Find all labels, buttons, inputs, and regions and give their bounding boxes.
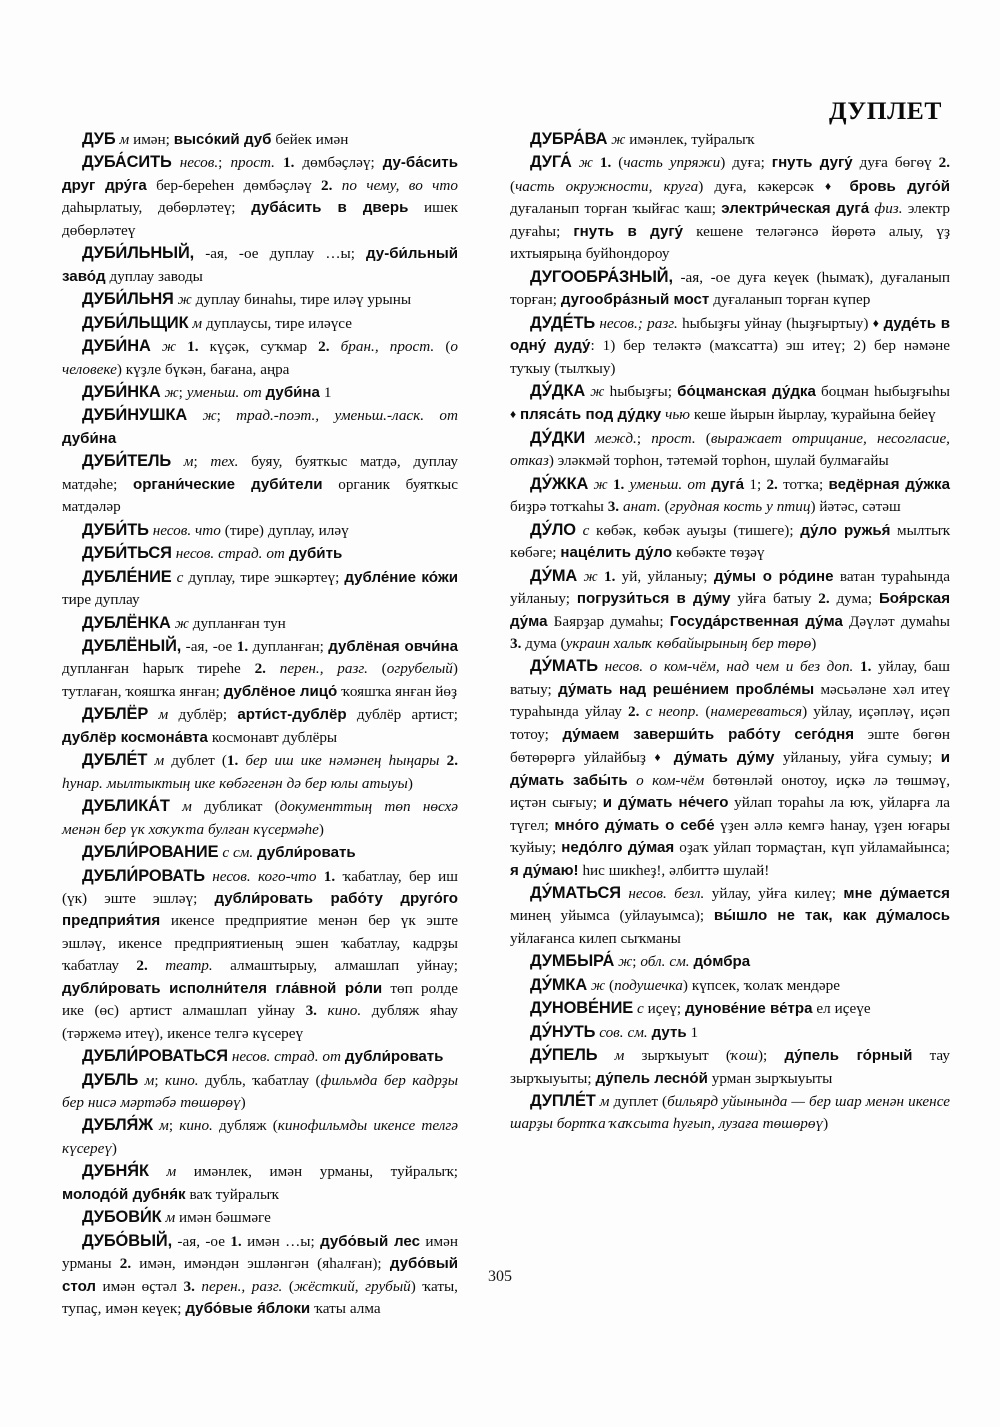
sense-number: 2.	[938, 154, 950, 172]
collocation: дубле́ние ко́жи	[344, 568, 458, 586]
entry-definition: м имәнлек, имән урманы, туйралыҡ; молодо́й дубня́к ваҡ туйралыҡ	[62, 1163, 458, 1203]
entry-definition: несов. о ком-чём, над чем и без доп. 1. уйлау, баш ватыу; ду́мать над реше́нием пробле́мы мәсьәләне хәл итеү тураһында уйлау 2. с неопр. (намереваться) уйлау, иҫәпләү, иҫәп тотоу; ду́маем заверши́ть рабо́ту сего́дня эште бөгөн бөтөрөргә уйлайбыҙ ♦ ду́мать ду́му уйланыу, уйға сумыу; и ду́мать забы́ть о ком-чём бөтөнләй онотоу, иҫкә лә төшмәү, иҫтән сығыу; и ду́мать не́чего уйлап тораһы ла юҡ, уйларға ла түгел; мно́го ду́мать о себе́ үҙен әллә кемгә һанау, үҙен юғары ҡуйыу; недо́лго ду́мая оҙаҡ уйлап тормаҫтан, күп уйламайынса; я ду́маю! һис шикһеҙ!, әлбиттә шулай!	[510, 658, 951, 879]
dictionary-entry	[62, 1206, 458, 1229]
label: кино.	[164, 1071, 199, 1089]
label: м	[144, 1071, 155, 1089]
collocation: дубли́ровать	[344, 1048, 444, 1066]
dictionary-entry	[510, 655, 950, 882]
entry-definition: с дуплау, тире эшкәртеү; дубле́ние ко́жи тире дуплау	[62, 568, 458, 609]
collocation: и ду́мать не́чего	[602, 794, 729, 812]
collocation: гнуть в дугу́	[573, 222, 684, 240]
lozenge-icon: ♦	[872, 315, 880, 330]
dictionary-entry	[510, 882, 950, 950]
label: м	[119, 131, 130, 148]
entry-headword: ДУМБЫРА́	[530, 952, 615, 971]
label: ҡош	[730, 1047, 758, 1065]
label: ж	[202, 407, 217, 425]
entry-headword: ДУБИ́ТЬ	[82, 520, 149, 539]
lozenge-icon: ♦	[510, 407, 517, 422]
entry-definition: несов.; разг. һыбыҙғы уйнау (һыҙғыртыу) ♦ дуде́ть в одну́ дуду́: 1) бер теләктә (маҡсатта) эш итеү; 2) бер нәмәне туҡыу (тылҡыу)	[510, 314, 951, 377]
label: с см.	[222, 844, 254, 862]
label: м	[599, 1093, 610, 1111]
entry-definition	[228, 1048, 444, 1065]
entry-headword: ДУ́МА	[530, 566, 578, 585]
dictionary-entry	[510, 974, 950, 997]
collocation: ду́пель го́рный	[784, 1047, 913, 1065]
label: несов. страд. от	[231, 1048, 341, 1066]
dictionary-entry	[62, 795, 458, 841]
collocation: дубо́вый лес	[320, 1232, 420, 1250]
label: м	[165, 1209, 176, 1227]
collocation: дублёное лицо́	[223, 682, 338, 700]
label: межд.	[595, 429, 637, 447]
sense-number: 1.	[226, 752, 239, 770]
label: м	[159, 1117, 169, 1135]
collocation: бо́цманская ду́дка	[677, 382, 816, 400]
label: с	[176, 568, 184, 586]
label: театр.	[165, 957, 213, 975]
entry-definition: -ая, -ое дуплау …ы; ду-би́льный заво́д дуплау заводы	[62, 245, 458, 285]
entry-definition: ж 1. күҫәк, суҡмар 2. бран., прост. (о человеке) күҙле бүкән, бағана, аңра	[62, 338, 458, 378]
collocation: органи́ческие дуби́тели	[132, 475, 323, 493]
dictionary-entry	[62, 519, 458, 542]
entry-headword: ДУДЕ́ТЬ	[530, 313, 596, 332]
collocation: мно́го ду́мать о себе́	[554, 816, 715, 834]
label: ж	[618, 953, 633, 971]
entry-headword: ДУБЛЁНКА	[82, 613, 171, 632]
label: документтың төп нөсхә менән бер үк хоҡуҡта булған күсермәһе	[62, 798, 458, 838]
label: ж	[593, 475, 608, 493]
collocation: дуде́ть в одну́ дуду́	[510, 314, 951, 355]
label: м	[158, 706, 169, 724]
entry-headword: ДУБИ́ЛЬНЯ	[82, 290, 174, 309]
dictionary-entry	[62, 1114, 458, 1160]
collocation: ду́мать ду́му	[673, 749, 775, 767]
dictionary-entry	[62, 335, 458, 381]
label: прост.	[651, 429, 696, 447]
entry-headword: ДУ́МАТЬСЯ	[530, 883, 621, 902]
collocation: дуба́сить в дверь	[251, 199, 409, 217]
label: ж	[590, 976, 606, 994]
label: несов. что	[152, 521, 221, 539]
label: м	[192, 314, 203, 332]
collocation: дуби́ть	[288, 545, 343, 563]
entry-headword: ДУБИ́НА	[82, 337, 151, 356]
dictionary-entry	[510, 519, 950, 565]
dictionary-entry	[510, 380, 950, 427]
column-right	[510, 128, 950, 1248]
label: чью	[665, 406, 690, 424]
sense-number: 1.	[603, 567, 616, 585]
label: грудная кость у птиц	[669, 498, 811, 516]
entry-definition: ж һыбыҙғы; бо́цманская ду́дка боцман һыбыҙғыһы ♦ пляса́ть под ду́дку чью кеше йырын йырлау, ҡурайына бейеү	[510, 382, 951, 424]
collocation: ду́мать над реше́нием пробле́мы	[558, 680, 815, 698]
dictionary-entry	[62, 612, 458, 635]
collocation: дубли́ровать рабо́ту друго́го предприя́тия	[62, 889, 458, 930]
entry-definition: м дуплаусы, тире иләүсе	[192, 314, 352, 332]
label: прост.	[230, 154, 275, 172]
entry-headword: ДУ́МКА	[530, 975, 588, 994]
label: ж	[174, 614, 189, 632]
entry-definition: ж; трад.-поэт., уменьш.-ласк. от дуби́на	[62, 407, 458, 447]
collocation: дублёная овчи́на	[328, 637, 458, 655]
collocation: дубли́ровать исполни́теля гла́вной ро́ли	[62, 979, 383, 997]
lozenge-icon: ♦	[825, 178, 839, 193]
dictionary-entry	[510, 997, 950, 1020]
entry-definition: -ая, -ое 1. имән …ы; дубо́вый лес имән урманы 2. имән, имәндән эшләнгән (яһалған); дубо́вый стол имән өҫтәл 3. перен., разг. (жёсткий, грубый) ҡаты, тупаҫ, имән кеүек; дубо́вые я́блоки ҡаты алма	[62, 1232, 458, 1318]
sense-number: 1.	[282, 154, 295, 172]
dictionary-entry	[62, 381, 458, 404]
label: несов.; разг.	[599, 314, 678, 332]
label: украин халыҡ көбайырының бер төрө	[565, 634, 812, 652]
label: несов. о ком-чём, над чем и без доп.	[604, 658, 854, 676]
dictionary-entry	[62, 450, 458, 518]
entry-definition: м зырҡыуыт (ҡош); ду́пель го́рный тау зырҡыуыты; ду́пель лесно́й урман зырҡыуыты	[510, 1047, 950, 1087]
entry-definition: с көбәк, көбәк ауыҙы (тишеге); ду́ло ружья́ мылтыҡ көбәге; наце́лить ду́ло көбәкте төҙәү	[510, 521, 950, 562]
entry-definition: -ая, -ое 1. дупланған; дублёная овчи́на дупланған һарыҡ тиреһе 2. перен., разг. (огрубелый) тутлаған, ҡояшҡа янған; дублёное лицо́ ҡояшҡа янған йөҙ	[62, 637, 458, 700]
label: ж	[590, 382, 605, 400]
label: жёсткий, грубый	[293, 1277, 411, 1295]
collocation: дуга́	[711, 475, 745, 493]
entry-definition: м дублет (1. бер иш ике нәмәнең һыңары 2. һунар. мылтыктың ике көбәгенән дә бер юлы атыуы)	[62, 752, 458, 792]
entry-headword: ДУБЛЁР	[82, 705, 149, 724]
dictionary-entry	[62, 1160, 458, 1206]
collocation: дунове́ние ве́тра	[684, 1000, 813, 1018]
dictionary-entry	[62, 703, 458, 749]
collocation: гнуть дугу́	[771, 154, 853, 172]
dictionary-entry	[510, 565, 950, 656]
label: кино.	[327, 1002, 362, 1020]
collocation: ду́маем заверши́ть рабо́ту сего́дня	[562, 725, 855, 743]
label: выражает отрицание, несогласие, отказ	[510, 429, 950, 470]
entry-headword: ДУ́ДКИ	[530, 428, 586, 447]
label: ж	[161, 338, 176, 356]
sense-number: 3.	[305, 1002, 317, 1020]
label: м	[166, 1163, 177, 1181]
collocation: пляса́ть под ду́дку	[520, 406, 662, 424]
entry-headword: ДУПЛЕ́Т	[530, 1092, 596, 1111]
sense-number: 3.	[183, 1277, 195, 1295]
label: ж	[164, 383, 179, 401]
entry-headword: ДУГА́	[530, 153, 572, 172]
dictionary-entry	[62, 242, 458, 288]
label: уменьш. от	[186, 383, 262, 401]
sense-number: 2.	[446, 752, 458, 770]
label: трад.-поэт., уменьш.-ласк. от	[236, 407, 458, 425]
collocation: недо́лго ду́мая	[561, 839, 675, 857]
label: обл. см.	[640, 953, 690, 971]
entry-headword: ДУБЛЕ́НИЕ	[82, 567, 172, 586]
entry-headword: ДУБО́ВЫЙ,	[82, 1231, 173, 1250]
entry-definition: сов. см. дуть 1	[599, 1023, 699, 1041]
label: физ.	[874, 200, 903, 218]
label: бер иш ике нәмәнең һыңары	[245, 752, 440, 770]
entry-headword: ДУБЛЬ	[82, 1070, 139, 1089]
collocation: бровь дуго́й	[849, 177, 950, 195]
dictionary-entry	[62, 312, 458, 335]
collocation: молодо́й дубня́к	[62, 1185, 186, 1203]
entry-headword: ДУБНЯ́К	[82, 1162, 149, 1181]
label: по чему, во что	[341, 176, 458, 194]
label: о ком-чём	[636, 771, 705, 789]
entry-headword: ДУБРА́ВА	[530, 130, 608, 148]
entry-definition: м; тех. буяу, буяткыс матдә, дуплау матдәһе; органи́ческие дуби́тели органик буяткыс матдәләр	[62, 453, 458, 516]
label: бран., прост.	[340, 338, 435, 356]
entry-definition: ж; обл. см. до́мбра	[618, 953, 751, 971]
dictionary-entry	[62, 749, 458, 795]
collocation: я ду́маю!	[510, 861, 579, 879]
collocation: ду́мы о ро́дине	[713, 567, 834, 585]
label: перен., разг.	[279, 660, 368, 678]
label: намереваться	[710, 703, 803, 721]
dictionary-entry	[62, 841, 458, 864]
page-number: 305	[488, 1268, 512, 1285]
collocation: ду-ба́сить друг дру́га	[62, 154, 458, 194]
sense-number: 1.	[612, 475, 625, 493]
entry-definition	[172, 545, 342, 562]
entry-definition: м; кино. дубль, ҡабатлау (фильмда бер кадрҙы бер нисә мәртәбә төшөрөү)	[62, 1071, 458, 1112]
entry-definition: с иҫеү; дунове́ние ве́тра ел иҫеүе	[637, 1000, 871, 1018]
label: м	[182, 798, 192, 816]
entry-headword: ДУБЛЯ́Ж	[82, 1116, 153, 1135]
collocation: наце́лить ду́ло	[560, 544, 673, 562]
dictionary-entry	[62, 404, 458, 450]
entry-headword: ДУБЛЁНЫЙ,	[82, 636, 182, 655]
entry-headword: ДУБ	[82, 130, 116, 148]
collocation: дублёр космона́вта	[62, 728, 208, 746]
entry-headword: ДУБЛЕ́Т	[82, 751, 148, 770]
label: уменьш. от	[629, 475, 706, 493]
sense-number: 2.	[627, 703, 640, 721]
entry-headword: ДУ́ЖКА	[530, 474, 589, 493]
sense-number: 2.	[136, 957, 148, 975]
label: подушечка	[614, 976, 683, 994]
sense-number: 2.	[119, 1255, 132, 1273]
entry-definition: м имән; высо́кий дуб бейек имән	[119, 131, 349, 148]
entry-definition: несов. безл. уйлау, уйға килеү; мне ду́мается минең уйымса (уйлауымса); вы́шло не так, как ду́малось уйлағанса килеп сыҡманы	[510, 884, 951, 947]
label: несов. кого-что	[212, 867, 317, 885]
dictionary-entry	[62, 566, 458, 612]
entry-headword: ДУ́НУТЬ	[530, 1022, 596, 1041]
dictionary-entry	[62, 128, 458, 151]
collocation: арти́ст-дублёр	[237, 706, 347, 724]
entry-definition: ж 1. уй, уйланыу; ду́мы о ро́дине ватан тураһында уйланыу; погрузи́ться в ду́му уйға батыу 2. дума; Боя́рская ду́ма Баярҙар думаһы; Госуда́рственная ду́ма Дәүләт думаһы 3. дума (украин халыҡ көбайырының бер төрө)	[510, 567, 950, 652]
dictionary-entry	[510, 266, 950, 312]
label: бильярд уйынында — бер шар менән икенсе шарҙы бортҡа ҡаҡсыта һуғып, лузаға төшөрөү	[510, 1093, 950, 1133]
entry-headword: ДУБЛИ́РОВАТЬ	[82, 866, 205, 885]
sense-number: 2.	[320, 176, 333, 194]
collocation: электри́ческая дуга́	[721, 200, 870, 218]
dictionary-entry	[62, 151, 458, 242]
collocation: Госуда́рственная ду́ма	[669, 612, 843, 630]
entry-headword: ДУ́ДКА	[530, 381, 586, 400]
label: несов. безл.	[628, 884, 705, 902]
label: һунар. мылтыктың ике көбәгенән дә бер юлы атыуы	[62, 774, 408, 792]
entry-definition: ж дуплау бинаһы, тире иләү урыны	[177, 291, 412, 309]
dictionary-entry	[510, 427, 950, 473]
entry-headword: ДУБИ́ЛЬНЫЙ,	[82, 244, 195, 263]
label: анат.	[623, 498, 661, 516]
dictionary-entry	[62, 1045, 458, 1068]
entry-headword: ДУГООБРА́ЗНЫЙ,	[530, 267, 673, 286]
entry-definition: несов. что (тире) дуплау, иләү	[152, 521, 349, 539]
label: перен., разг.	[201, 1277, 283, 1295]
entry-headword: ДУ́МАТЬ	[530, 657, 598, 676]
entry-definition: м имән бәшмәге	[165, 1209, 271, 1227]
collocation: Боя́рская ду́ма	[510, 590, 950, 630]
label: ж	[177, 291, 192, 309]
entry-headword: ДУБИ́НУШКА	[82, 406, 188, 425]
entry-definition: м; кино. дубляж (кинофильмды икенсе телгә күсереү)	[62, 1117, 458, 1157]
collocation: дубли́ровать	[257, 844, 356, 862]
collocation: дубо́вые я́блоки	[185, 1300, 311, 1318]
dictionary-entry	[510, 312, 950, 380]
sense-number: 1.	[599, 154, 612, 172]
label: с неопр.	[645, 703, 700, 721]
dictionary-entry	[510, 1021, 950, 1044]
label: огрубелый	[386, 660, 453, 678]
collocation: дугообра́зный мост	[560, 291, 710, 309]
label: несов. страд. от	[175, 545, 285, 563]
entry-definition: ж дупланған тун	[174, 614, 286, 632]
label: о человеке	[62, 338, 458, 378]
sense-number: 1.	[860, 658, 872, 676]
label: ж	[578, 154, 593, 172]
running-head-right: ДУПЛЕТ	[828, 96, 942, 125]
entry-headword: ДУБИ́НКА	[82, 382, 161, 401]
label: тех.	[210, 453, 239, 471]
label: сов. см.	[599, 1023, 648, 1041]
entry-headword: ДУБИ́ТЕЛЬ	[82, 452, 172, 471]
entry-definition: м дубликат (документтың төп нөсхә менән бер үк хоҡуҡта булған күсермәһе)	[62, 798, 458, 838]
collocation: вы́шло не так, как ду́малось	[713, 907, 951, 925]
dictionary-entry	[510, 1090, 950, 1136]
entry-headword: ДУ́ПЕЛЬ	[530, 1046, 598, 1065]
sense-number: 2.	[254, 660, 266, 678]
entry-headword: ДУБЛИКА́Т	[82, 797, 170, 816]
dictionary-entry	[510, 1044, 950, 1090]
lozenge-icon: ♦	[654, 750, 666, 765]
entry-headword: ДУБЛИ́РОВАНИЕ	[82, 843, 219, 862]
entry-definition: ж имәнлек, туйралыҡ	[611, 131, 755, 148]
entry-definition: -ая, -ое дуға кеүек (һымаҡ), дуғаланып торған; дугообра́зный мост дуғаланып торған күпер	[510, 268, 950, 309]
dictionary-entry	[62, 635, 458, 703]
label: ж	[611, 131, 626, 148]
entry-headword: ДУБИ́ЛЬЩИК	[82, 313, 189, 332]
entry-headword: ДУ́ЛО	[530, 520, 576, 539]
dictionary-entry	[62, 542, 458, 565]
entry-definition: м дублёр; арти́ст-дублёр дублёр артист; дублёр космона́вта космонавт дублёры	[62, 706, 458, 746]
label: м	[183, 453, 194, 471]
dictionary-entry	[510, 473, 950, 519]
entry-headword: ДУНОВЕ́НИЕ	[530, 999, 634, 1018]
label: фильмда бер кадрҙы бер нисә мәртәбә төшөрөү	[62, 1071, 458, 1112]
label: часть окружности, круга	[515, 177, 699, 195]
label: часть упряжи	[623, 154, 721, 172]
sense-number: 2.	[318, 338, 330, 356]
sense-number: 1.	[236, 637, 249, 655]
entry-headword: ДУБОВИ́К	[82, 1208, 162, 1227]
entry-headword: ДУБИ́ТЬСЯ	[82, 544, 172, 563]
entry-definition: ж (подушечка) күпсек, ҡолаҡ мендәре	[590, 976, 840, 994]
sense-number: 3.	[510, 634, 522, 652]
entry-definition: несов.; прост. 1. дөмбәҫләү; ду-ба́сить друг дру́га бер-береһен дөмбәҫләү 2. по чему, во что даһырлатыу, дөбөрләтеү; дуба́сить в дверь ишек дөбөрләтеү	[62, 154, 458, 239]
label: кинофильмды икенсе телгә күсереү	[62, 1117, 458, 1157]
collocation: ду́пель лесно́й	[595, 1069, 708, 1087]
entry-headword: ДУБЛИ́РОВАТЬСЯ	[82, 1047, 228, 1066]
entry-definition: м дуплет (бильярд уйынында — бер шар менән икенсе шарҙы бортҡа ҡаҡсыта һуғып, лузаға төшөрөү)	[510, 1093, 950, 1133]
dictionary-entry	[510, 128, 950, 151]
entry-definition: ж 1. уменьш. от дуга́ 1; 2. тотҡа; ведёрная ду́жка биҙрә тотҡаһы 3. анат. (грудная кость у птиц) йәтәс, сәтәш	[510, 475, 950, 516]
label: с	[582, 521, 590, 539]
dictionary-entry	[62, 1069, 458, 1115]
collocation: ведёрная ду́жка	[828, 475, 950, 493]
entry-definition: несов. кого-что 1. ҡабатлау, бер иш (үк) эште эшләү; дубли́ровать рабо́ту друго́го предприя́тия икенсе предприятие менән бер үк эште эшләү, икенсе предприятиеның эшен ҡабатлау, кадрҙы ҡабатлау 2. театр. алмаштырыу, алмашлап уйнау; дубли́ровать исполни́теля гла́вной ро́ли төп ролде ике (өс) артист алмашлап уйнау 3. кино. дубляж яһау (тәржемә итеү), икенсе телгә күсереү	[62, 867, 459, 1042]
label: несов.	[179, 154, 219, 172]
entry-definition: ж; уменьш. от дуби́на 1	[164, 383, 332, 401]
dictionary-entry	[62, 288, 458, 311]
label: м	[154, 752, 165, 770]
entry-definition: межд.; прост. (выражает отрицание, несогласие, отказ) эләкмәй торһон, тәтемәй торһон, шулай булмағайы	[510, 429, 950, 470]
entry-headword: ДУБА́СИТЬ	[82, 153, 172, 172]
dictionary-entry	[510, 151, 950, 265]
collocation: дуби́на	[62, 429, 117, 447]
entry-definition	[218, 844, 355, 861]
column-left	[62, 128, 459, 1318]
label: м	[614, 1047, 625, 1065]
sense-number: 1.	[187, 338, 199, 356]
sense-number: 1.	[230, 1232, 242, 1250]
entry-definition: ж 1. (часть упряжи) дуға; гнуть дугу́ дуға бөгөү 2. (часть окружности, круга) дуға, кәкерсәк ♦ бровь дуго́й дуғаланып торған ҡыйғас ҡаш; электри́ческая дуга́ физ. электр дуғаһы; гнуть в дугу́ кешене теләгәнсә йөрөтә алыу, үҙ ихтыярыңа буйһондороу	[510, 154, 950, 263]
label: ж	[583, 567, 598, 585]
dictionary-entry	[62, 865, 458, 1046]
sense-number: 2.	[766, 475, 778, 493]
collocation: мне ду́мается	[843, 884, 950, 902]
collocation: погрузи́ться в ду́му	[576, 590, 731, 608]
label: кино.	[179, 1117, 213, 1135]
collocation: дубо́вый стол	[62, 1255, 458, 1295]
sense-number: 2.	[818, 590, 830, 608]
sense-number: 3.	[607, 498, 620, 516]
collocation: высо́кий дуб	[173, 131, 272, 148]
collocation: дуби́на	[265, 383, 320, 401]
collocation: и ду́мать забы́ть	[510, 749, 951, 789]
collocation: дуть	[651, 1023, 687, 1041]
dictionary-entry	[510, 950, 950, 973]
collocation: ду́ло ружья́	[800, 521, 891, 539]
label: с	[637, 1000, 644, 1018]
sense-number: 1.	[323, 867, 336, 885]
collocation: ду-би́льный заво́д	[62, 245, 458, 285]
collocation: до́мбра	[693, 953, 751, 971]
